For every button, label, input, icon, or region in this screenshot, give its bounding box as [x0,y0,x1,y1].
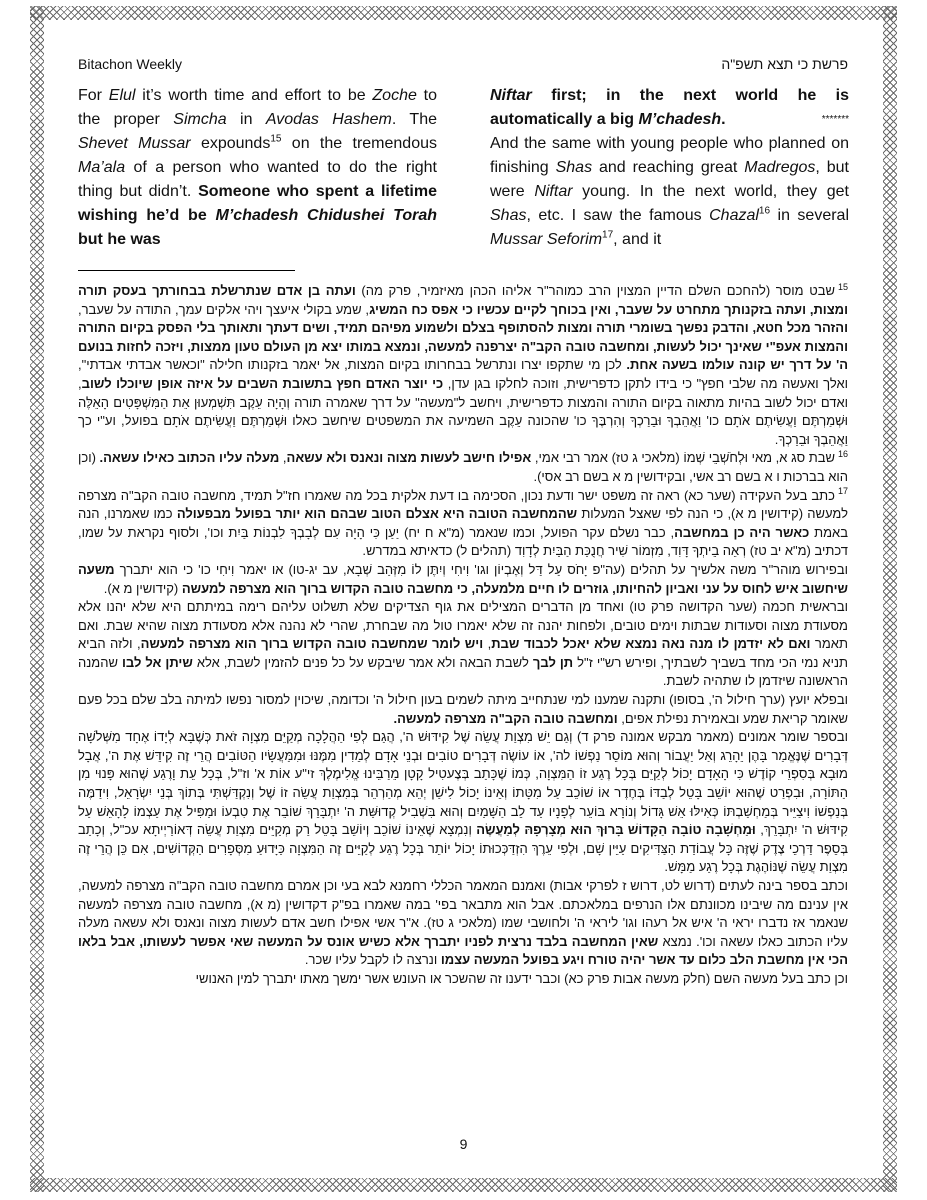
footnote-number: 15 [837,281,848,292]
text-run: , שמע בקולי איעצך ויהי אלקים עמך, התודה על שעבר, [78,301,370,317]
text-run: and reaching great [592,159,745,176]
text-run: שהמנה הראשונה שיזדמן לו שתהיה לשבת. [78,654,848,689]
text-run: to the proper [78,87,438,128]
text-run: Niftar [534,183,573,200]
text-run: , etc. I saw the famous [526,207,710,224]
text-run: , ולזה הביא תניא נמי הכי מחד בשביך לשבתיך, ופירש רש"י ז"ל [78,636,848,670]
text-run: וְנִמְצָא שֶׁאֵינוֹ שׁוֹכֵב וְיוֹשֵׁב בָּטֵל רַק מְקַיֵּים מִצְוַת עֲשֵׂה דְּאוֹרַיְיתָא עכ"ל, וְכָתַב בְּסֵפֶר דַּרְכֵי צֶדֶק שֶׁזֶּה כָּל עֲבוֹדַת הַצַּדִּיקִים עַיֵּין שָׁם, וּלְפִי עֵרֶךְ הִזְדַּכְּכוּתוֹ יָכוֹל יוֹתֵר בְּכָל רֶגַע לְקַיֵּים זֶה הַמִּצְוָה כַּיָּדוּעַ מִסְּפָרִים הַקְּדוֹשִׁים, אִם כֵּן הֲרֵי זֶה מִצְוַת עֲשֵׂה שֶׁנּוֹהֶגֶת בְּכָל רֶגַע מַמָּשׁ. [78,822,848,875]
text-run: ומחשבה טובה הקב"ה מצרפה למעשה. [393,710,618,726]
text-run: ונרצה לו לקבל עליו שכר. [304,952,441,968]
footnote-paragraph [78,487,848,561]
text-run: And the same with young people who planned on finishing [490,135,849,176]
decorative-border-right [883,6,897,1192]
text-run: first; in the next world he is automatically a big [490,87,849,128]
text-run: Shas [555,159,593,176]
footnote-reference: 15 [270,133,282,145]
text-run: , but were [490,159,849,200]
text-run: Shas [490,207,527,224]
text-run: ובפלא יועץ (ערך חילול ה', בסופו) ותקנה שמענו למי שנתחייב מיתה לשמים בעון חילול ה' וכדומה, שיכוין למסור נפשו למיתה בלב שלם בכל פעם שאומר קריאת שמע ובאמירת נפילת אפים, [78,692,848,726]
header-publication-title: Bitachon Weekly [78,56,183,72]
text-run: young. In the next world, they get [572,183,849,200]
text-run: משעה שיחשוב איש לחוס על עני ואביון להחיותו, גוזרים לו חיים מלמעלה, כי מחשבה טובה הקדוש ברוך הוא מצרפה למעשה [78,561,848,596]
text-run: Shevet Mussar [78,135,191,152]
text-run: תן לבך [532,654,574,670]
text-run: Mussar Seforim [490,231,603,248]
footnote-number: 16 [837,449,848,460]
text-run: , and it [613,231,662,248]
right-column-text [490,84,849,252]
text-run: Simcha [173,111,227,128]
footnote-paragraph [78,877,848,970]
text-run: Zoche [372,87,417,104]
decorative-border-bottom [30,1178,897,1192]
text-run: M’chadesh [638,111,722,128]
text-run: ובפירוש מוהר"ר משה אלשיך על תהלים (עה"פ יָחֹס עַל דַּל וְאֶבְיוֹן וגו' וִיחִי וְיִתֶּן לוֹ מִזְּהַב שְׁבָא, עב יג-טו) או יאמר וִיחִי כו' כי הוא יתברך [114,561,848,577]
text-run: Madregos [744,159,816,176]
text-run: , ואדם יכול לשוב בהיות מתאוה בקיום התורה והמצות כדפרישית, ויחשב ל"מעשה" על דרך שאמרה תורה וְהָיָה עֵקֶב תִּשְׁמְעוּן אֵת הַמִּשְׁפָּטִים הָאֵלֶּה וּשְׁמַרְתֶּם וַעֲשִׂיתֶם אֹתָם כו' וַאֲהֵבְךָ וּבֵרַכְךָ וְהִרְבֶּךָ כו' שהכונה עֵקֶב השמיעה את המשפטים שיחשב כאלו וּשְׁמַרְתֶּם וַעֲשִׂיתֶם אֹתָם בפועל, וע"י כך וַאֲהֵבְךָ וּבֵרַכְךָ. [78,375,848,447]
footnotes-section [78,282,848,989]
left-column-paragraph [78,84,437,252]
page-number: 9 [459,1136,468,1152]
text-run: לכן מי שתקפו יצרו ונתרשל בבחרותו בקיום המצות, אל יאמר בזקנותו חלילה "וכאשר אבדתי אבדתי", ואלך ואעשה מה שלבי חפץ" כי בידו לתקן כדפרישית, וזוכה לחלקו בגן עדן, [78,357,848,391]
text-run: Ma’ala [78,159,126,176]
text-run: For [78,87,109,104]
text-run: expounds [190,135,271,152]
text-run: in [226,111,266,128]
text-run: M’chadesh Chidushei Torah [215,207,438,224]
text-run: וכן כתב בעל מעשה השם (חלק מעשה אבות פרק כא) וכבר ידענו זה שהשכר או העונש אשר ימשך מאתו יתברך למין האנושי [195,970,848,986]
text-run: שיתן אל לבו [121,654,193,670]
text-run: Chazal [709,207,759,224]
text-run: Niftar [490,87,532,104]
footnote-reference: 17 [602,229,614,241]
text-run: . [721,111,726,128]
text-run: ואם לא יזדמן לו מנה נאה נמצא שלא יאכל לכבוד שבת [491,636,811,652]
text-run: of a person who wanted to do the right thing but didn’t. [78,159,437,200]
left-column-text [78,84,437,252]
text-run: in several [770,207,850,224]
footnote-paragraph [78,598,848,691]
decorative-border-top [30,6,897,20]
footnote-paragraph [78,449,848,486]
text-run: שבט מוסר (להחכם השלם הדיין המצוין הרב כמוהר"ר אליהו הכהן מאיזמיר, פרק מה) [355,283,835,298]
text-run: כאשר היה כן במחשבה [674,524,810,540]
text-run: שאין המחשבה בלבד נרצית לפניו יתברך אלא כשיש אונס על המעשה שאי אפשר לעשותו, אבל בלאו הכי אין מחשבת הלב כלום עד אשר יהיה טורח ויגע בפועל המעשה עצמו [78,933,848,968]
text-run: שהמחשבה הטובה היא אצלם הטוב שבהם הוא יותר בפועל מבפעולה [176,506,578,522]
footnote-number: 17 [837,486,848,497]
text-run: (וכן הוא בברכות ו א בשם רב אשי, ובקידושין מ א בשם רב אסי). [78,450,848,484]
text-run: , [483,636,492,652]
text-run: שבת סג א, מאי וּלְחֹשְׁבֵי שְׁמוֹ (מלאכי ג טז) אמר רבי אמי, [531,450,835,466]
text-run: מעלה עליו הכתוב כאילו עשאה. [99,450,280,466]
text-run: . The [391,111,437,128]
footnote-reference: 16 [758,205,771,217]
text-run: ויש לומר שמחשבה טובה הקדוש ברוך הוא מצרפה למעשה [140,636,484,652]
footnote-paragraph [78,561,848,598]
text-run: , כבר נשלם עקר הפועל, וכמו שנאמר (מ"א ח יח) יַעַן כִּי הָיָה עִם לְבָבְךָ לִבְנוֹת בַּיִת וכו', ולסוף נקראת על שמו, דכתיב (מ"א יב טז) רְאֵה בֵיתְךָ דָּוִד, מִזְמוֹר שִׁיר חֲנֻכַּת הַבַּיִת לְדָוִד (תהלים ל) כדאיתא במדרש. [78,524,848,559]
paragraph-runs [490,87,849,128]
text-run: כתב בעל העקידה (שער כא) ראה זה משפט ישר ודעת נכון, הסכימה בו דעת אלקית בכל מה שאמרו חז"ל תמיד, מחשבה טובה הקב"ה מצרפה למעשה (קידושין מ א), כי הנה לפי שאצל המעלות [78,487,848,522]
text-run: אפילו חישב לעשות מצוה ונאנס ולא עשאה [286,450,532,466]
text-run: וכתב בספר בינה לעתים (דרוש לט, דרוש ז לפרקי אבות) ואמנם המאמר הכללי רחמנא לבא בעי וכן אמרם מחשבה טובה הקב"ה מצרפה למעשה, אין ענינם מה שיבינו מכוונתם אלו הנרפים במלאכתם. אבל הוא מתבאר בפי' במה שאמרו בפ"ק דקדושין (מ א), מחשבה טובה מצרפה למעשה שנאמר אז נדברו יראי ה' איש אל רעהו וגו' ליראי ה' ולחושבי שמו (מלאכי ג טז). א"ר אשי אפילו חשב אדם לעשות מצוה ונאנס ולא עשאה מעלה עליו הכתוב כאלו עשאה וכו'. נמצא [78,878,848,949]
text-run: ועתה בן אדם שנתרשלת בבחורתך בעסק תורה ומצות, ועתה בזקנותך מתחרט על שעבר, ואין בכוחך לקיים עכשיו כי אפס כח המשיג [78,283,848,317]
right-column-paragraph-1 [490,84,849,132]
footnote-paragraph [78,728,848,877]
text-run: לשבת הבאה ולא אמר שיבקש על כל פנים להזמין לשבת, אלא [192,654,533,670]
text-run: Someone who spent a lifetime wishing he’d be [78,183,438,224]
footnote-divider [78,270,295,271]
text-run: Avodas Hashem [265,111,392,128]
text-run: on the tremendous [281,135,437,152]
right-column-paragraph-2 [490,132,849,252]
section-separator: ******* [821,114,849,125]
text-run: but he was [78,231,161,248]
text-run: וּמַחְשָׁבָה טוֹבָה הַקָּדוֹשׁ בָּרוּךְ הוּא מְצָרְפָהּ לְמַעֲשֶׂה [476,822,756,838]
footnote-paragraph [78,282,848,449]
text-run: ובראשית חכמה (שער הקדושה פרק טו) ואחד מן הדברים המצילים את גוף הצדיקים שלא תשלוט עליהם רימה במיתתם היא שלא יהנו אלא מסעודת מצוה וסעודות שבתות וימים טובים, ולפחות יהנה זה שלא יאמרו טול מה שבחרת, שהרי לא נהנה אלא מסעודת מצוה שהיא שבת. ואם תאמר [78,599,848,652]
text-run: (קידושין מ א). [103,580,182,596]
text-run: , [279,450,287,466]
header-parsha-title: פרשת כי תצא תשפ"ה [721,56,848,72]
decorative-border-left [30,6,44,1192]
text-run: והזהר מכל חטא, והדבק נפשך בשומרי תורה ומצות להסתופף בצלם ולשמוע מפיהם תמיד, ושים דעתך ותאותך בלי הפסק בקיום התורה והמצות אעפ"י שאינך יכול לעשות, ומחשבה טובה הקב"ה יצרפנה למעשה, ונמצא במותו יצא מן העולם טעון ממצות, ויזכה לחזות בנועם ה' על דרך יש קונה עולמו בשעה אחת. [78,320,848,373]
text-run: ובספר שומר אמונים (מאמר מבקש אמונה פרק ד) וְגַם יֵשׁ מִצְוַת עֲשֵׂה שֶׁל קִידּוּשׁ ה', הֲגַם לְפִי הַהֲלָכָה מְקַיֵּם מִצְוָה זֹאת כְּשֶׁבָּא לְיָדוֹ אֶחָד מִשְּׁלֹשָׁה דְּבָרִים שֶׁנֶּאֱמַר בָּהֶן יֵהָרֵג וְאַל יַעֲבוֹר וְהוּא מוֹסֵר נַפְשׁוֹ לה', אוֹ עוֹשֶׂה דְּבָרִים טוֹבִים וּבְנֵי אָדָם לְמֵדִין מִמֶּנּוּ וּמִמַּעֲשָׂיו הַטּוֹבִים הֲרֵי זֶה קִידֵּשׁ אֶת ה', אֲבָל מוּבָא בְּסִפְרֵי קוֹדֶשׁ כִּי הָאָדָם יָכוֹל לְקַיֵּם בְּכָל רֶגַע זוֹ הַמִּצְוָה, כְּמוֹ שֶׁכָּתַב בְּצֶעטִיל קָטָן מֵרַבֵּינוּ אֱלִימֶלֶךְ זי"ע אוֹת א' וז"ל, בְּכָל עֵת וָרֶגַע שֶׁהוּא פָּנוּי מִן הַתּוֹרָה, וּבִפְרַט שֶׁהוּא יוֹשֵׁב בָּטֵל לְבַדּוֹ בְּחֶדֶר אוֹ שׁוֹכֵב עַל מִטָּתוֹ וְאֵינוֹ יָכוֹל לִישַׁן יְהֵא מְהַרְהֵר בְּמִצְוַת עֲשֵׂה זוֹ שֶׁל וְנִקְדַּשְׁתִּי בְּתוֹךְ בְּנֵי יִשְׂרָאֵל, וִידַמֶּה בְּנַפְשׁוֹ וִיצַיֵּיר בְּמַחְשַׁבְתּוֹ כְּאִילּוּ אֵשׁ גָּדוֹל וְנוֹרָא בּוֹעֵר לְפָנָיו עַד לֵב הַשָּׁמַיִם וְהוּא בִּשְׁבִיל קְדוּשַּׁת ה' יִתְבָּרֵךְ שׁוֹבֵר אֶת טִבְעוֹ וּמַפִּיל אֶת עַצְמוֹ לָהָאֵשׁ עַל קִידּוּשׁ ה' יִתְבָּרֵךְ, [78,729,849,838]
text-run: כי יוצר האדם חפץ בתשובת השבים על איזה אופן שיוכלו לשוב [81,375,444,391]
text-run: it’s worth time and effort to be [135,87,373,104]
footnote-paragraph [78,970,848,989]
footnote-paragraph [78,691,848,728]
text-run: Elul [108,87,136,104]
text-run: כמו שאמרנו, הנה באמת [78,506,848,540]
